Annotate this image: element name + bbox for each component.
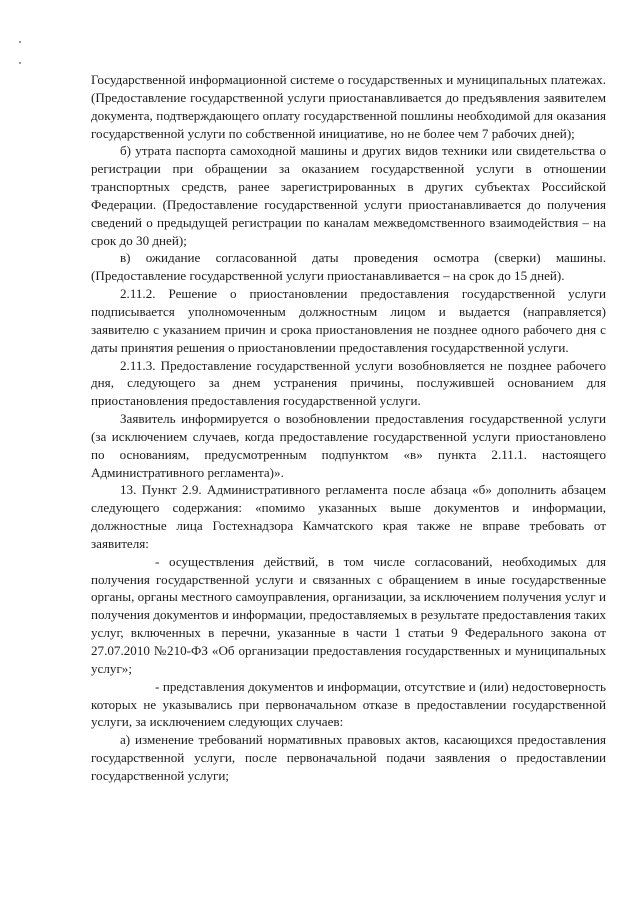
paragraph-2-11-2: 2.11.2. Решение о приостановлении предоставления государственной услуги подписывается уполномоченным должностным лицом и выдается (направляется) заявителю с указанием причин и срока приостановления не позднее одного рабочего дня с даты принятия решения о приостановлении предоставления государственной услуги. [91,286,606,355]
paragraph-2-11-3: 2.11.3. Предоставление государственной услуги возобновляется не позднее рабочего дня, следующего за днем устранения причины, послужившей основанием для приостановления предоставления государственной услуги. [91,357,606,409]
paragraph-payment-continuation: Государственной информационной системе о государственных и муниципальных платежах. (Предоставление государственной услуги приостанавливается до предъявления заявителем документа, подтверждающего оплату государственной пошлины необходимой для оказания государственной услуги по собственной инициативе, но не более чем 7 рабочих дней); [91,72,606,141]
paragraph-item-v: в) ожидание согласованной даты проведения осмотра (сверки) машины. (Предоставление государственной услуги приостанавливается – на срок до 15 дней). [91,250,606,284]
scan-margin-mark [19,41,21,43]
paragraph-applicant-informed: Заявитель информируется о возобновлении предоставления государственной услуги (за исключением случаев, когда предоставление государственной услуги приостановлено по основаниям, предусмотренным подпунктом «в» пункта 2.11.1. настоящего Административного регламента)». [91,411,606,480]
document-body [91,71,606,785]
scan-margin-mark [19,62,21,64]
paragraph-item-13: 13. Пункт 2.9. Административного регламента после абзаца «б» дополнить абзацем следующего содержания: «помимо указанных выше документов и информации, должностные лица Гостехнадзора Камчатского края также не вправе требовать от заявителя: [91,482,606,551]
paragraph-item-b: б) утрата паспорта самоходной машины и других видов техники или свидетельства о регистрации при обращении за оказанием государственной услуги в отношении транспортных средств, ранее зарегистрированных в других субъектах Российской Федерации. (Предоставление государственной услуги приостанавливается до получения сведений о предыдущей регистрации по каналам межведомственного взаимодействия – на срок до 30 дней); [91,143,606,248]
paragraph-list-documents: - представления документов и информации, отсутствие и (или) недостоверность которых не указывались при первоначальном отказе в предоставлении государственной услуги, за исключением следующих случаев: [91,678,606,730]
paragraph-list-actions: - осуществления действий, в том числе согласований, необходимых для получения государственной услуги и связанных с обращением в иные государственные органы, органы местного самоуправления, организации, за исключением получения услуг и получения документов и информации, предоставляемых в результате предоставления таких услуг, включенных в перечни, указанные в части 1 статьи 9 Федерального закона от 27.07.2010 №210-ФЗ «Об организации предоставления государственных и муниципальных услуг»; [91,553,606,676]
paragraph-list-item-a: а) изменение требований нормативных правовых актов, касающихся предоставления государственной услуги, после первоначальной подачи заявления о предоставлении государственной услуги; [91,732,606,783]
